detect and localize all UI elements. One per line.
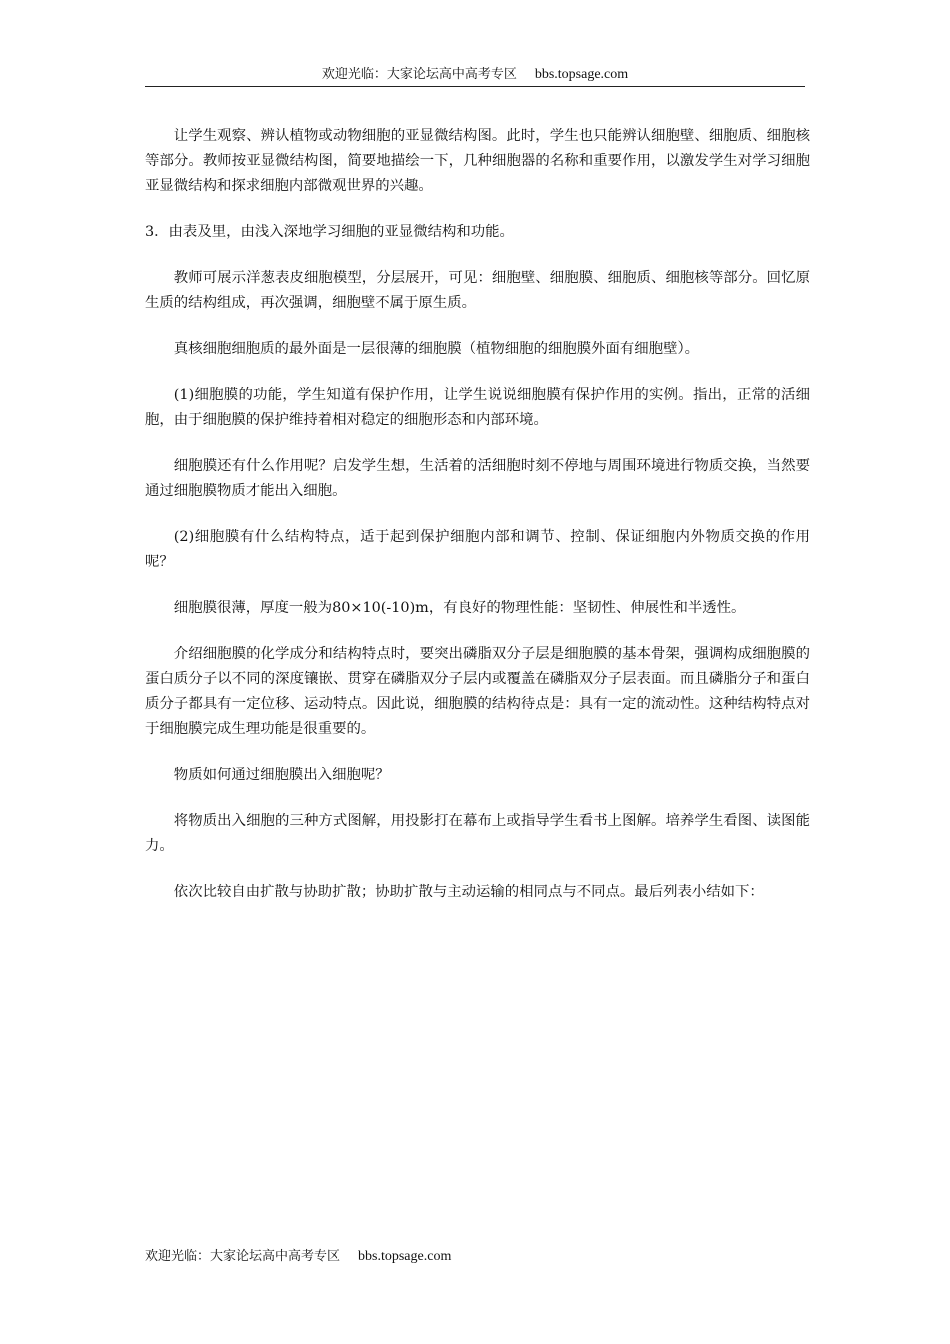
paragraph-2: 教师可展示洋葱表皮细胞模型，分层展开，可见：细胞壁、细胞膜、细胞质、细胞核等部分。回忆原生质的结构组成，再次强调，细胞壁不属于原生质。 [145,270,810,311]
paragraph-11: 依次比较自由扩散与协助扩散；协助扩散与主动运输的相同点与不同点。最后列表小结如下： [173,884,764,900]
paragraph-10: 将物质出入细胞的三种方式图解，用投影打在幕布上或指导学生看书上图解。培养学生看图、读图能力。 [145,813,810,854]
paragraph-1: 让学生观察、辨认植物或动物细胞的亚显微结构图。此时，学生也只能辨认细胞壁、细胞质、细胞核等部分。教师按亚显微结构图，简要地描绘一下，几种细胞器的名称和重要作用，以激发学生对学习细胞亚显微结构和探求细胞内部微观世界的兴趣。 [145,128,810,194]
footer-welcome-text: 欢迎光临：大家论坛高中高考专区 [145,1249,341,1264]
paragraph-9: 物质如何通过细胞膜出入细胞呢？ [173,767,390,783]
paragraph-7: 细胞膜很薄，厚度一般为80×10(-10)m，有良好的物理性能：坚韧性、伸展性和半透性。 [173,600,746,616]
header-welcome-text: 欢迎光临：大家论坛高中高考专区 [321,67,517,82]
paragraph-3: 真核细胞细胞质的最外面是一层很薄的细胞膜（植物细胞的细胞膜外面有细胞壁）。 [173,341,700,357]
paragraph-8: 介绍细胞膜的化学成分和结构特点时，要突出磷脂双分子层是细胞膜的基本骨架，强调构成细胞膜的蛋白质分子以不同的深度镶嵌、贯穿在磷脂双分子层内或覆盖在磷脂双分子层表面。而且磷脂分子和蛋白质分子都具有一定位移、运动特点。因此说，细胞膜的结构待点是：具有一定的流动性。这种结构特点对于细胞膜完成生理功能是很重要的。 [145,646,810,737]
paragraph-6: (2)细胞膜有什么结构特点，适于起到保护细胞内部和调节、控制、保证细胞内外物质交换的作用呢？ [145,529,810,570]
header-url-link[interactable]: bbs.topsage.com [534,67,629,82]
paragraph-5: 细胞膜还有什么作用呢？启发学生想，生活着的活细胞时刻不停地与周围环境进行物质交换，当然要通过细胞膜物质才能出入细胞。 [145,458,810,499]
document-body [145,124,810,926]
paragraph-4: (1)细胞膜的功能，学生知道有保护作用，让学生说说细胞膜有保护作用的实例。指出，正常的活细胞，由于细胞膜的保护维持着相对稳定的细胞形态和内部环境。 [145,387,810,428]
page-footer [145,1248,451,1266]
footer-url-link[interactable]: bbs.topsage.com [358,1249,452,1264]
section-heading-3: 3．由表及里，由浅入深地学习细胞的亚显微结构和功能。 [145,224,514,240]
page-header [145,66,805,87]
